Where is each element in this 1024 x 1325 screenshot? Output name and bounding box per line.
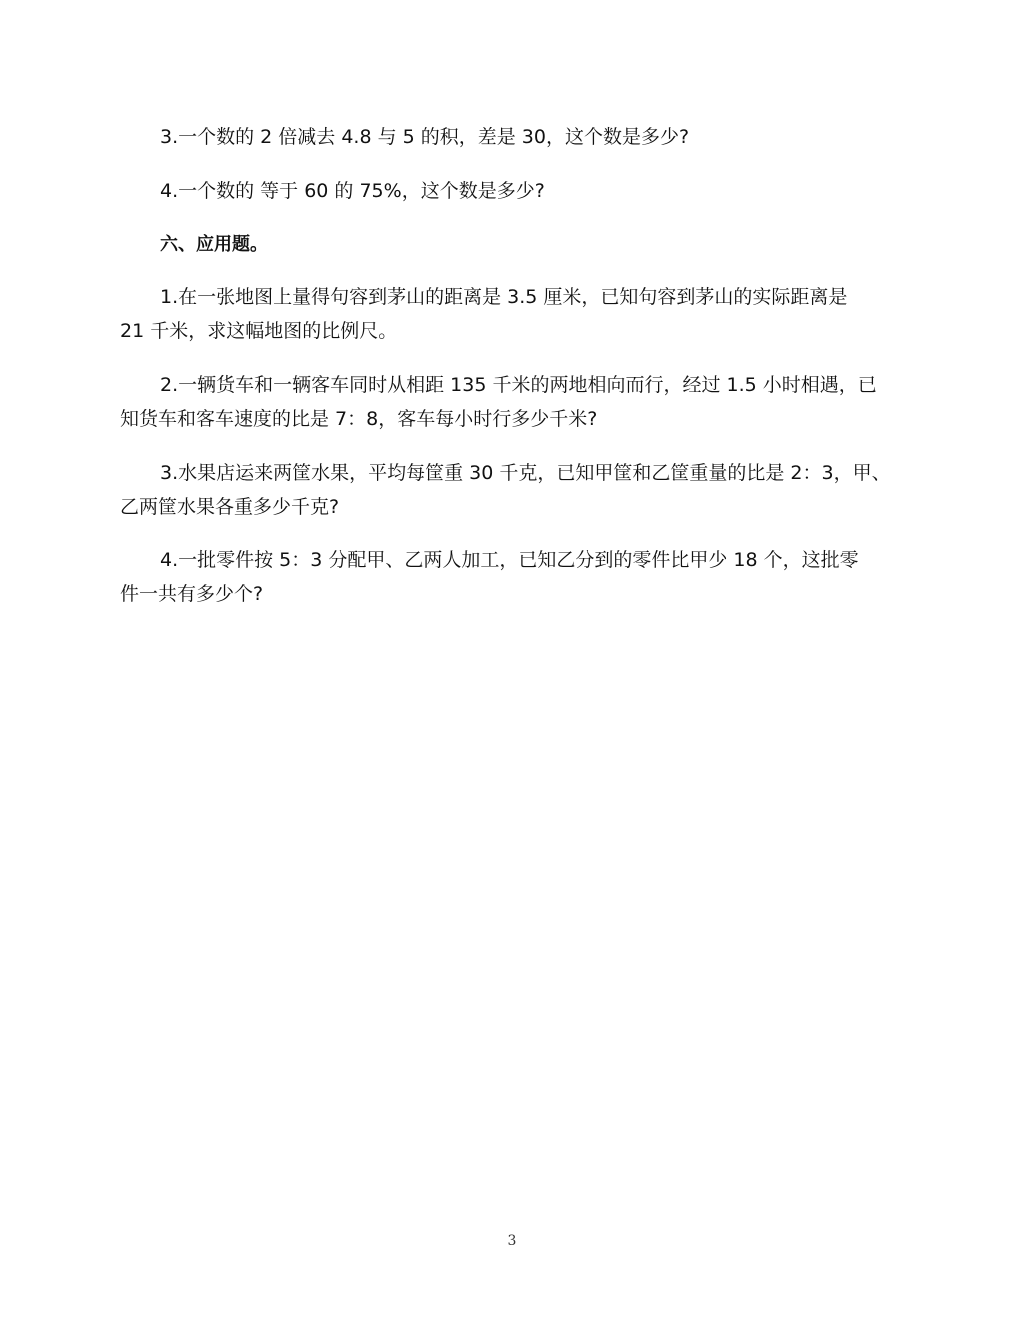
app-question-1-line-2: 21 千米，求这幅地图的比例尺。 [120, 320, 398, 342]
app-question-2-line-1: 2.一辆货车和一辆客车同时从相距 135 千米的两地相向而行，经过 1.5 小时相遇，已 [160, 374, 877, 396]
page-number: 3 [507, 1233, 517, 1249]
app-question-4-line-1: 4.一批零件按 5：3 分配甲、乙两人加工，已知乙分到的零件比甲少 18 个，这批零 [160, 549, 859, 571]
app-question-2-line-2: 知货车和客车速度的比是 7：8，客车每小时行多少千米? [120, 408, 598, 430]
calc-question-4: 4.一个数的 等于 60 的 75%，这个数是多少? [160, 180, 545, 202]
app-question-3-line-2: 乙两筐水果各重多少千克? [120, 496, 340, 518]
app-question-1-line-1: 1.在一张地图上量得句容到茅山的距离是 3.5 厘米，已知句容到茅山的实际距离是 [160, 286, 848, 308]
app-question-3-line-1: 3.水果店运来两筐水果，平均每筐重 30 千克，已知甲筐和乙筐重量的比是 2：3，甲、 [160, 462, 891, 484]
app-question-4-line-2: 件一共有多少个? [120, 583, 264, 605]
calc-question-3: 3.一个数的 2 倍减去 4.8 与 5 的积，差是 30，这个数是多少? [160, 126, 690, 148]
section-title: 六、应用题。 [160, 234, 268, 255]
